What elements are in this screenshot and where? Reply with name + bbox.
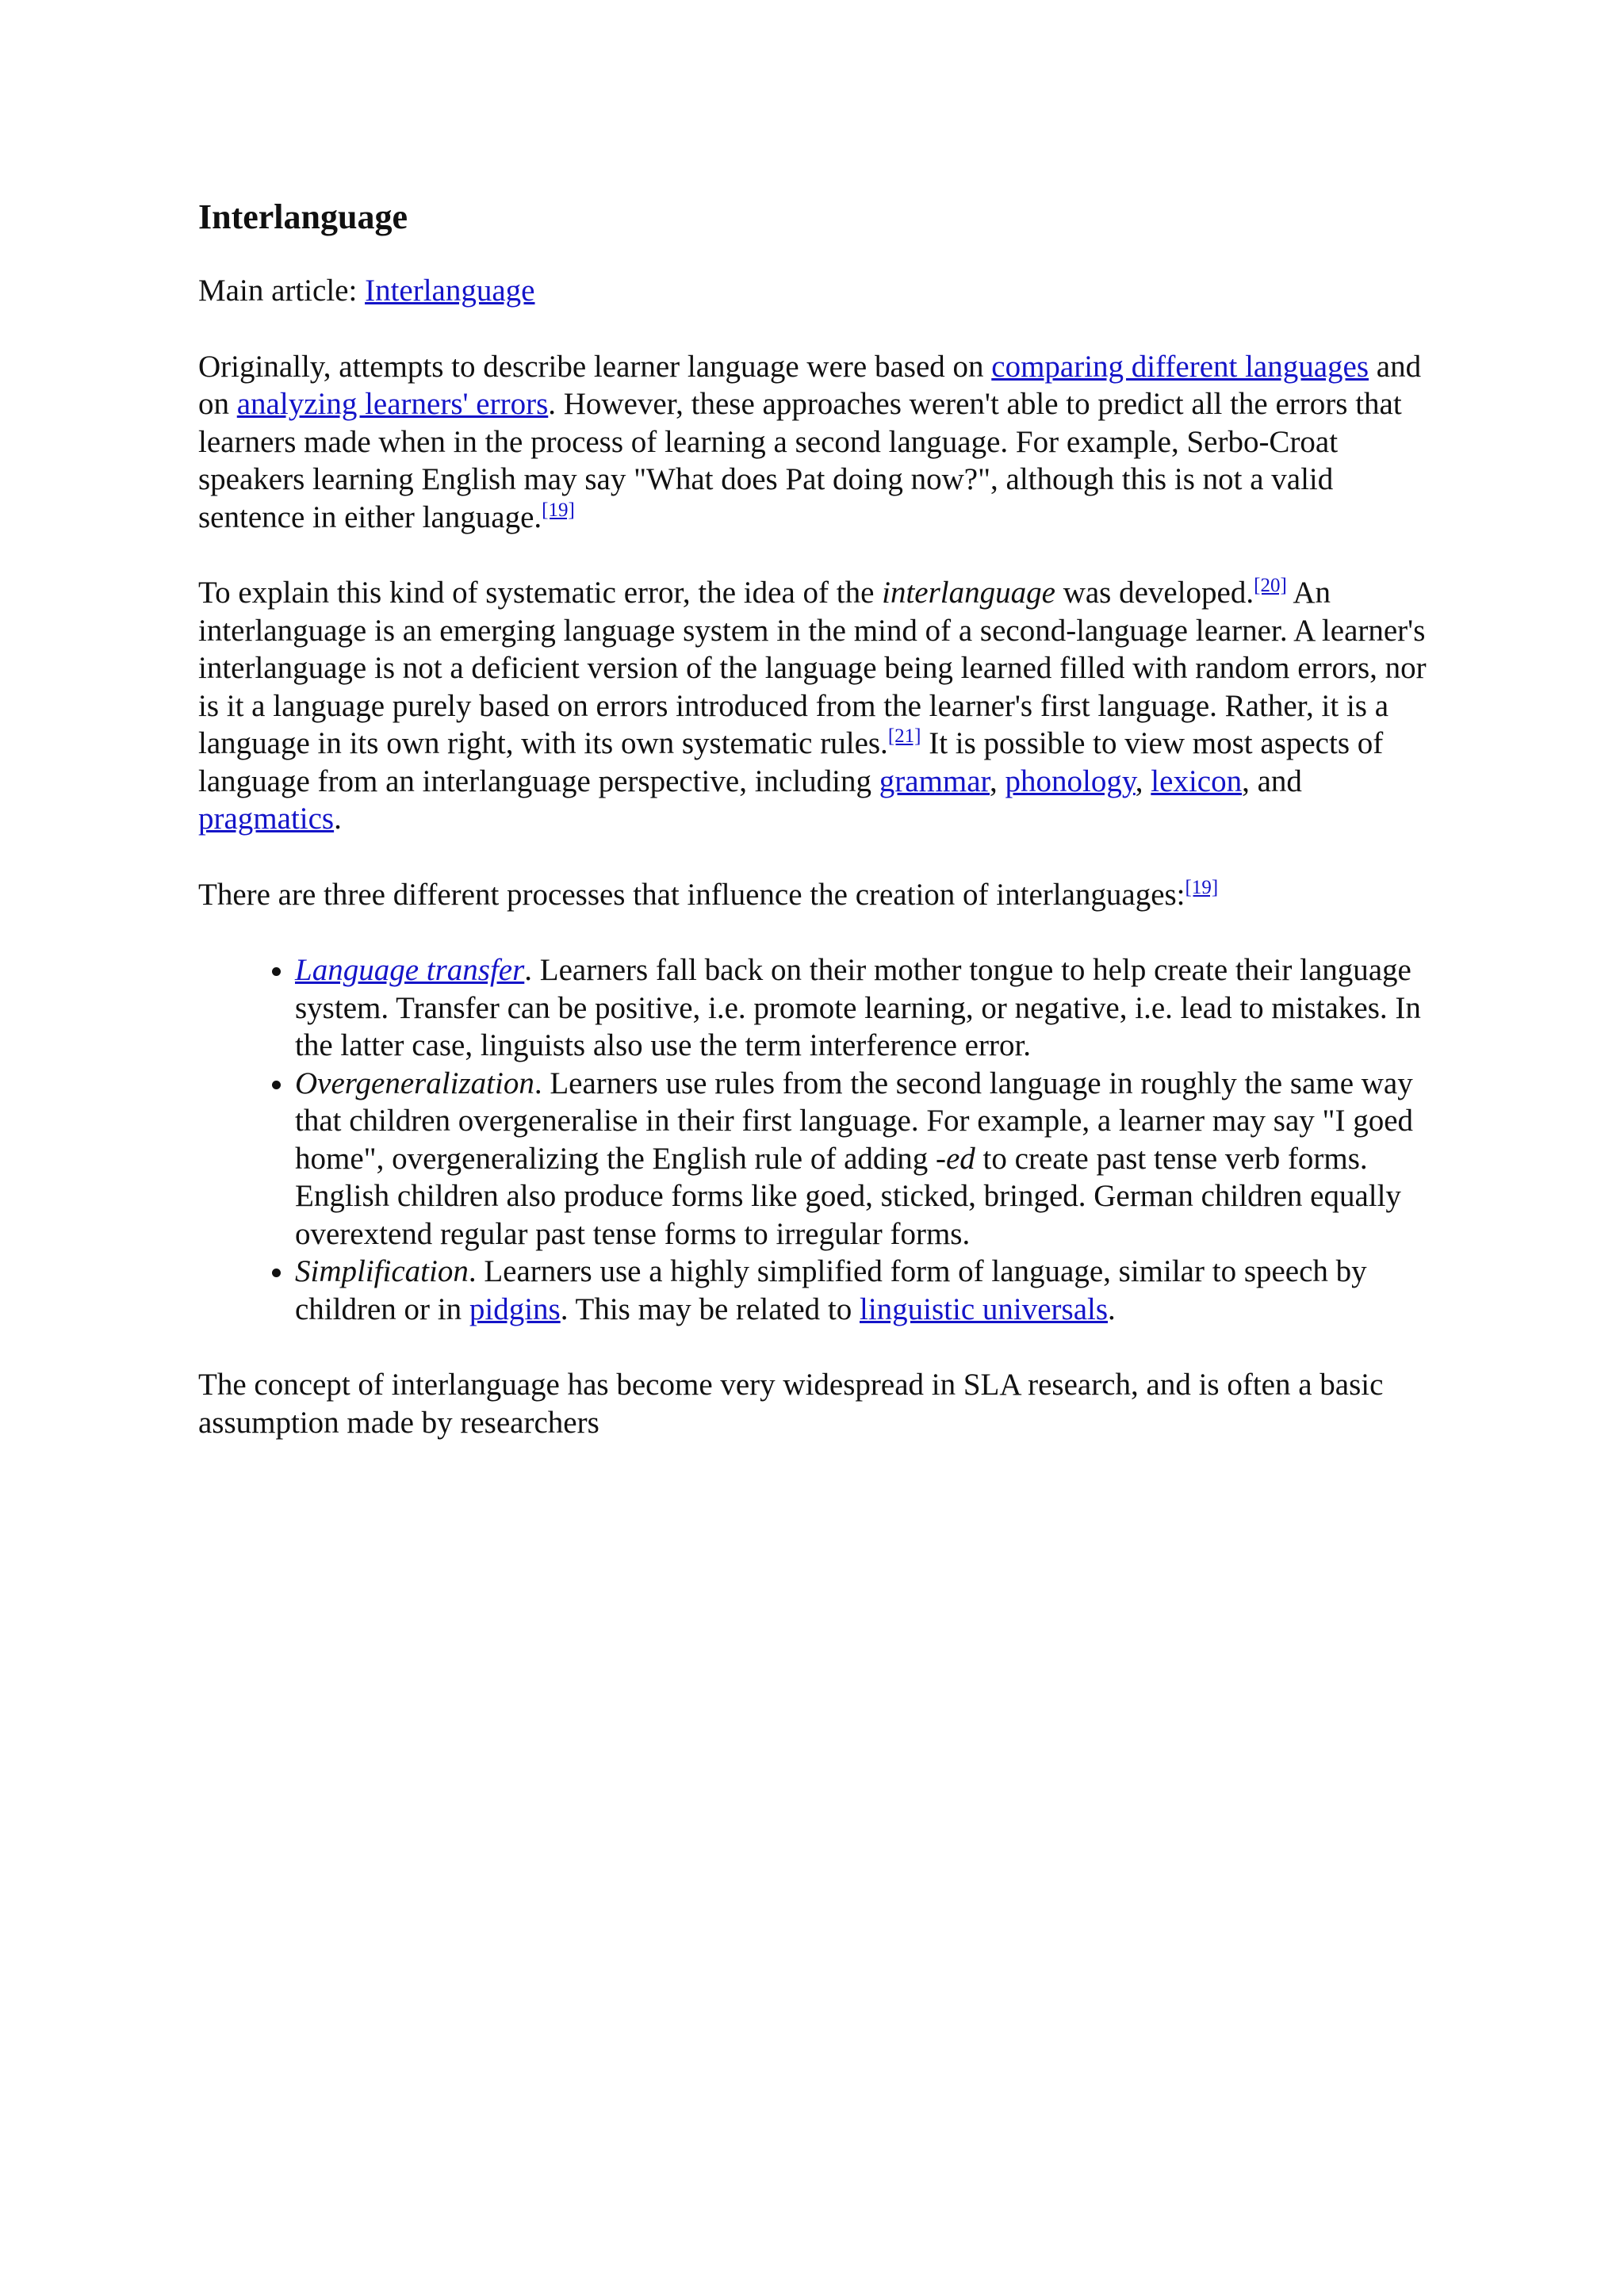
p1-text-2: and on (198, 349, 1422, 421)
p2-text-8: . (334, 802, 342, 836)
paragraph-1 (198, 348, 1435, 537)
list-item-simplification (295, 1253, 1435, 1328)
link-phonology[interactable]: phonology (1005, 763, 1136, 798)
list-item-overgeneralization (295, 1065, 1435, 1253)
reference-19[interactable]: [19] (542, 499, 575, 521)
p3-text-1: There are three different processes that influence the creation of interlanguages: (198, 877, 1185, 912)
p2-text-1: To explain this kind of systematic error, the idea of the (198, 576, 883, 610)
p2-text-4: It is possible to view most aspects of language from an interlanguage perspective, including (198, 726, 1384, 798)
paragraph-4: The concept of interlanguage has become very widespread in SLA research, and is often a basic assumption made by researchers (198, 1368, 1384, 1440)
p2-text-3: An interlanguage is an emerging language system in the mind of a second-language learner. A learner's interlanguage is not a deficient version of the language being learned filled with random errors, nor is it a language purely based on errors introduced from the learner's first language. Rather, it is a language in its own right, with its own systematic rules. (198, 576, 1427, 760)
item3-text-1: . Learners use a highly simplified form of language, similar to speech by children or in (295, 1254, 1367, 1326)
item2-text-2: to create past tense verb forms. English children also produce forms like goed, sticked, bringed. German children equally overextend regular past tense forms to irregular forms. (295, 1141, 1401, 1251)
item3-emphasis: Simplification (295, 1254, 469, 1288)
p2-text-7: , and (1242, 763, 1302, 798)
p2-text-5: , (989, 763, 1005, 798)
p2-text-6: , (1135, 763, 1151, 798)
item2-emphasis-ed: -ed (935, 1141, 975, 1176)
item1-text: . Learners fall back on their mother tongue to help create their language system. Transfer can be positive, i.e. promote learning, or negative, i.e. lead to mistakes. In the latter case, linguists also use the term interference error. (295, 953, 1421, 1062)
link-language-transfer[interactable]: Language transfer (295, 953, 525, 987)
section-heading: Interlanguage (198, 197, 408, 236)
item2-emphasis: Overgeneralization (295, 1066, 534, 1100)
link-comparing-different-languages[interactable]: comparing different languages (991, 349, 1369, 384)
list-item-language-transfer (295, 951, 1435, 1065)
item2-text-1: . Learners use rules from the second language in roughly the same way that children overgeneralise in their first language. For example, a learner may say "I goed home", overgeneralizing the English rule of adding (295, 1066, 1413, 1176)
processes-list (198, 951, 1435, 1328)
link-pragmatics[interactable]: pragmatics (198, 802, 335, 836)
p1-text-1: Originally, attempts to describe learner language were based on (198, 349, 992, 384)
document-page (198, 194, 1435, 1479)
item3-text-3: . (1108, 1292, 1116, 1326)
p2-emphasis-interlanguage: interlanguage (882, 576, 1055, 610)
reference-21[interactable]: [21] (887, 725, 921, 747)
reference-19-second[interactable]: [19] (1185, 876, 1219, 898)
p2-text-2: was developed. (1055, 576, 1254, 610)
link-pidgins[interactable]: pidgins (469, 1292, 561, 1326)
link-analyzing-learners-errors[interactable]: analyzing learners' errors (236, 387, 549, 421)
paragraph-3 (198, 876, 1435, 914)
main-article-prefix: Main article: (198, 274, 366, 308)
link-grammar[interactable]: grammar (879, 763, 990, 798)
reference-20[interactable]: [20] (1254, 575, 1287, 596)
link-lexicon[interactable]: lexicon (1151, 763, 1243, 798)
paragraph-2 (198, 574, 1435, 838)
main-article-link[interactable]: Interlanguage (365, 274, 535, 308)
main-article-note (198, 272, 1435, 310)
p1-text-3: . However, these approaches weren't able to predict all the errors that learners made when in the process of learning a second language. For example, Serbo-Croat speakers learning English may say "What does Pat doing now?", although this is not a valid sentence in either language. (198, 387, 1402, 534)
item3-text-2: . This may be related to (560, 1292, 860, 1326)
link-linguistic-universals[interactable]: linguistic universals (859, 1292, 1109, 1326)
